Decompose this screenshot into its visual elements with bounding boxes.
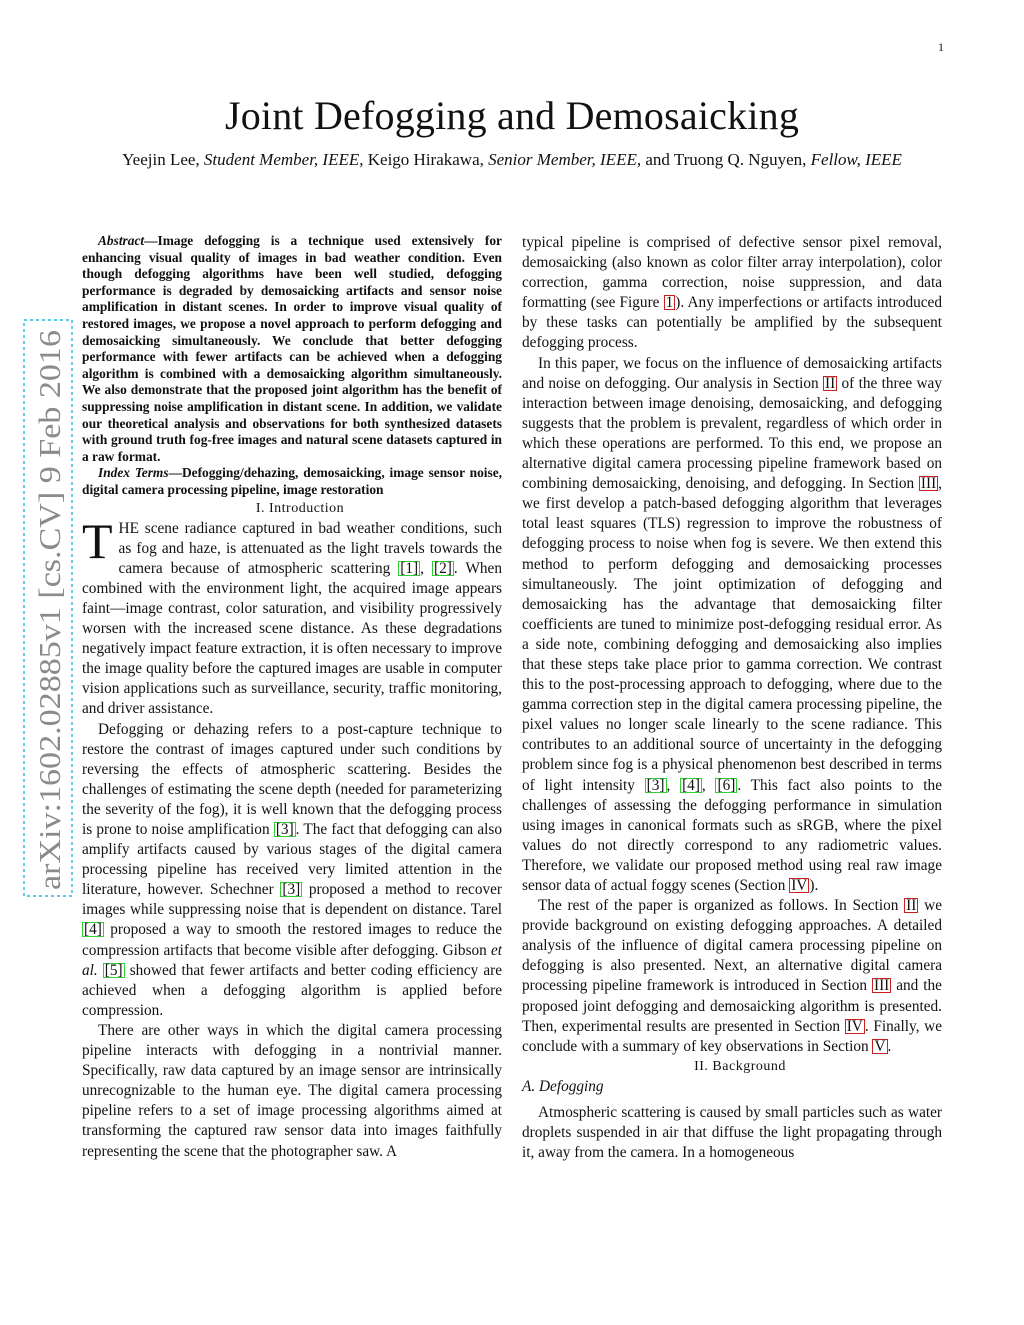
citation-link[interactable]: [3] bbox=[646, 776, 665, 794]
paragraph-text: In this paper, we focus on the influence of demosaicking artifacts and noise on defogging. Our analysis in Section bbox=[522, 354, 942, 392]
paragraph-text: . Finally, we conclude with a summary of key observations in Section bbox=[522, 1017, 943, 1055]
section-heading-background: II. Background bbox=[694, 1058, 786, 1074]
paragraph-text: The rest of the paper is organized as follows. In Section bbox=[538, 897, 905, 915]
author-list bbox=[0, 150, 1024, 170]
author-name: and Truong Q. Nguyen, bbox=[641, 150, 811, 169]
author-role: Senior Member, IEEE, bbox=[488, 150, 642, 169]
section-link[interactable]: III bbox=[920, 475, 937, 493]
paragraph-text: et al. bbox=[82, 941, 502, 979]
intro-paragraph-4 bbox=[522, 354, 942, 897]
paper-title: Joint Defogging and Demosaicking bbox=[224, 93, 800, 138]
intro-paragraph-5 bbox=[522, 896, 942, 1057]
citation-link[interactable]: [4] bbox=[682, 776, 700, 794]
paragraph-text: we provide background on existing defogging approaches. A detailed analysis of the influence of digital camera processing pipeline on defogging is also presented. Next, an alternative digital camera processing pipeline framework is introduced in Section bbox=[522, 897, 942, 995]
arxiv-stamp-text: arXiv:1602.02885v1 [cs.CV] 9 Feb 2016 bbox=[32, 380, 67, 890]
citation-link[interactable]: [4] bbox=[84, 921, 102, 939]
drop-cap: T bbox=[82, 512, 113, 569]
paragraph-text: , bbox=[701, 776, 716, 794]
arxiv-stamp[interactable] bbox=[20, 318, 76, 898]
abstract-text: —Image defogging is a technique used extensively for enhancing visual quality of images in bad weather condition. Even though defogging algorithms have been well studied, defogging performance is degraded by demosaicking artifacts and sensor noise amplification in distant scenes. In order to improve visual quality of restored images, we propose a novel approach to perform defogging and demosaicking simultaneously. We conclude that better defogging performance with fewer artifacts can be achieved when a defogging algorithm is combined with a demosaicking algorithm simultaneously. We also demonstrate that the proposed joint algorithm has the benefit of suppressing noise amplification in distant scene. In addition, we validate our theoretical analysis and observations for both synthesized datasets with ground truth fog-free images and natural scene datasets captured in a raw format. bbox=[82, 233, 502, 464]
paragraph-text: . bbox=[887, 1037, 892, 1055]
abstract bbox=[82, 233, 502, 465]
paragraph-text: . The fact that defogging can also amplify artifacts caused by various stages of the digital camera processing pipeline has received very limited attention in the literature, however. Schechner bbox=[82, 821, 503, 899]
paragraph-text: typical pipeline is comprised of defective sensor pixel removal, demosaicking (also known as color filter array interpolation), color correction, gamma correction, noise suppression, and data formatting (see Figure bbox=[522, 234, 942, 312]
citation-link[interactable]: [3] bbox=[275, 821, 294, 838]
paragraph-text: ). Any imperfections or artifacts introduced by these tasks can potentially be amplified by the subsequent defogging process. bbox=[522, 294, 942, 352]
abstract-label: Abstract bbox=[98, 233, 145, 248]
paragraph-text: of the three way interaction between image denoising, demosaicking, and defogging suggests that the problem is prevalent, regardless of which order in which these operations are performed. To this end, we propose an alternative digital camera processing pipeline framework based on combining demosaicking, denoising, and defogging. In Section bbox=[522, 374, 942, 493]
index-terms-text: —Defogging/dehazing, demosaicking, image sensor noise, digital camera processing pipeline, image restoration bbox=[82, 465, 502, 497]
section-link[interactable]: II bbox=[906, 897, 917, 915]
citation-link[interactable]: [6] bbox=[717, 776, 736, 794]
subsection-heading-defogging: A. Defogging bbox=[522, 1077, 604, 1095]
paragraph-text: proposed a way to smooth the restored images to reduce the compression artifacts that become visible after defogging. Gibson bbox=[82, 921, 502, 959]
section-link[interactable]: V bbox=[874, 1037, 886, 1055]
section-link[interactable]: III bbox=[873, 977, 890, 995]
section-link[interactable]: IV bbox=[791, 877, 808, 894]
paragraph-text: proposed a method to recover images while suppressing noise that is dependent on distance. Tarel bbox=[82, 881, 502, 919]
citation-link[interactable]: [2] bbox=[434, 559, 452, 577]
paragraph-text: , we first develop a patch-based defogging algorithm that leverages total least squares (TLS) regression to improve the robustness of defogging process to noise when fog is severe. We then extend this method to perform defogging and demosaicking processes simultaneously. The joint optimization of defogging and demosaicking has the advantage that demosaicking filter coefficients are tuned to minimize post-defogging residual error. As a side note, combining defogging and demosaicking also implies that these steps take place prior to gamma correction. We contrast this to the post-processing approach to defogging, where due to the gamma correction step in the digital camera processing pipeline, the pixel values no longer scale linearly to the scene radiance. This contributes to an additional source of uncertainty in the defogging problem since fog is a physical phenomenon best described in terms of light intensity bbox=[522, 475, 942, 794]
index-terms bbox=[82, 465, 502, 498]
intro-paragraph-3-continued bbox=[522, 233, 942, 354]
page-number: 1 bbox=[938, 40, 944, 54]
paragraph-text: showed that fewer artifacts and better coding efficiency are achieved when a defogging algorithm is applied before compression. bbox=[82, 961, 502, 1019]
right-column bbox=[522, 233, 942, 1163]
section-heading-introduction: I. Introduction bbox=[255, 500, 345, 516]
intro-paragraph-1 bbox=[82, 512, 502, 720]
paragraph-text: HE scene radiance captured in bad weather conditions, such as fog and haze, is attenuated as the light travels towards the camera because of atmospheric scattering bbox=[118, 519, 502, 577]
intro-paragraph-3: There are other ways in which the digital camera processing pipeline interacts with defogging in a nontrivial manner. Specifically, raw data captured by an image sensor are intrinsically unrecognizable to the human eye. The digital camera processing pipeline refers to a set of image processing algorithms aimed at transforming the captured raw sensor data into images faithfully representing the scene that the photographer saw. A bbox=[82, 1021, 502, 1160]
index-terms-label: Index Terms bbox=[98, 465, 169, 481]
citation-link[interactable]: [1] bbox=[400, 559, 419, 577]
paragraph-text: . This fact also points to the challenges of assessing the defogging performance in simulation using images in canonical formats such as sRGB, where the pixel values do not directly correspond to any radiometric values. Therefore, we validate our proposed method using real raw image sensor data of actual foggy scenes (Section bbox=[522, 776, 942, 894]
author-role: Fellow, IEEE bbox=[810, 150, 902, 169]
author-name: Keigo Hirakawa, bbox=[363, 150, 489, 169]
intro-paragraph-2 bbox=[82, 720, 502, 1021]
paragraph-text: , bbox=[666, 776, 681, 794]
paragraph-text: . When combined with the environment light, the acquired image appears faint—image contrast, color saturation, and visibility progressively worsen with the increased scene distance. As these degradations negatively impact feature extraction, it is often necessary to improve the image quality before the captured images are usable in computer vision applications such as surveillance, security, traffic monitoring, and driver assistance. bbox=[82, 559, 502, 718]
citation-link[interactable]: [3] bbox=[282, 881, 301, 899]
paragraph-text: ). bbox=[809, 877, 819, 894]
section-link[interactable]: II bbox=[825, 374, 836, 392]
background-paragraph-1: Atmospheric scattering is caused by small particles such as water droplets suspended in air that diffuse the light propagating through it, away from the camera. In a homogeneous bbox=[522, 1104, 942, 1162]
figure-link[interactable]: 1 bbox=[665, 294, 674, 312]
section-link[interactable]: IV bbox=[846, 1017, 863, 1035]
author-name: Yeejin Lee, bbox=[122, 150, 204, 169]
citation-link[interactable]: [5] bbox=[104, 961, 123, 979]
left-column bbox=[82, 233, 502, 1162]
paragraph-text: , bbox=[420, 559, 433, 577]
author-role: Student Member, IEEE, bbox=[203, 150, 364, 169]
paragraph-text: and the proposed joint defogging and demosaicking algorithm is presented. Then, experimental results are presented in Section bbox=[522, 977, 942, 1035]
paragraph-text: Defogging or dehazing refers to a post-capture technique to restore the contrast of images captured under such conditions by reversing the effects of atmospheric scattering. Besides the challenges of estimating the scene depth (needed for parameterizing the severity of the fog), it is well known that the defogging process is prone to noise amplification bbox=[82, 720, 502, 838]
